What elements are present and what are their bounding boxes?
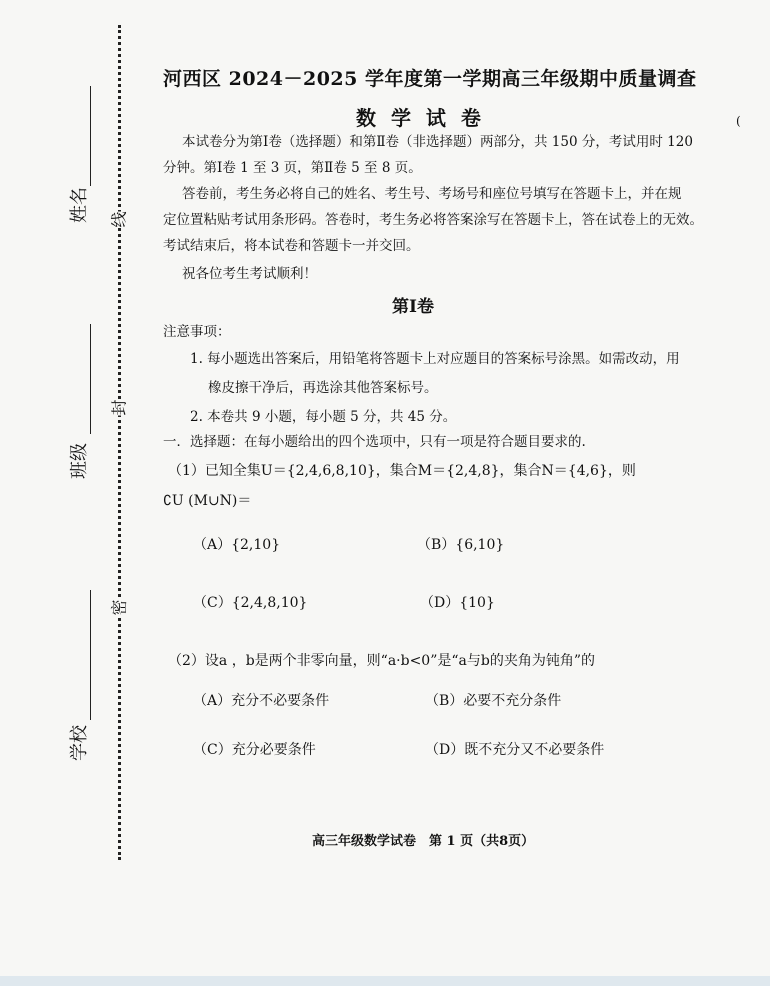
subject-title: 数 学 试 卷 [356, 106, 485, 130]
margin-mark: ( [736, 114, 741, 128]
exam-title: 河西区 2024－2025 学年度第一学期高三年级期中质量调查 [163, 68, 697, 90]
q2-option-c: （C）充分必要条件 [193, 742, 316, 758]
class-underline [90, 324, 91, 434]
q2-stem: （2）设a ，b是两个非零向量，则“a·b<0”是“a与b的夹角为钝角”的 [168, 653, 595, 669]
class-label: 班级 [69, 443, 90, 479]
binding-dotted-line [118, 25, 121, 860]
q1-option-d: （D）{10} [420, 595, 495, 611]
page-footer: 高三年级数学试卷 第 1 页（共8页） [312, 834, 535, 849]
intro-line-3: 答卷前，考生务必将自己的姓名、考生号、考场号和座位号填写在答题卡上，并在规 [182, 186, 682, 202]
notice-2: 2. 本卷共 9 小题，每小题 5 分，共 45 分。 [190, 409, 457, 425]
name-underline [90, 86, 91, 186]
intro-line-2: 分钟。第Ⅰ卷 1 至 3 页，第Ⅱ卷 5 至 8 页。 [163, 160, 422, 176]
q2-option-b: （B）必要不充分条件 [425, 693, 562, 709]
notice-title: 注意事项： [163, 324, 231, 340]
bottom-strip [0, 976, 770, 986]
part-title: 一．选择题：在每小题给出的四个选项中，只有一项是符合题目要求的. [163, 434, 586, 450]
q1-stem-line1: （1）已知全集U＝{2,4,6,8,10}，集合M＝{2,4,8}，集合N＝{4,6}，则 [168, 463, 636, 479]
intro-line-4: 定位置粘贴考试用条形码。答卷时，考生务必将答案涂写在答题卡上，答在试卷上的无效。 [163, 212, 703, 228]
q1-option-b: （B）{6,10} [417, 537, 505, 553]
notice-1b: 橡皮擦干净后，再选涂其他答案标号。 [208, 380, 438, 396]
school-underline [90, 590, 91, 720]
intro-line-5: 考试结束后，将本试卷和答题卡一并交回。 [163, 238, 420, 254]
binding-char-line: 线 [107, 211, 130, 227]
school-label: 学校 [69, 725, 90, 761]
q1-option-a: （A）{2,10} [193, 537, 281, 553]
q1-option-c: （C）{2,4,8,10} [193, 595, 308, 611]
q1-stem-line2: ∁U (M∪N)＝ [163, 493, 252, 509]
wish-text: 祝各位考生考试顺利！ [182, 266, 317, 282]
section-heading: 第Ⅰ卷 [392, 297, 434, 317]
name-label: 姓名 [69, 187, 90, 223]
notice-1a: 1. 每小题选出答案后，用铅笔将答题卡上对应题目的答案标号涂黑。如需改动，用 [190, 351, 680, 367]
q2-option-d: （D）既不充分又不必要条件 [425, 742, 605, 758]
binding-char-seal: 封 [107, 399, 130, 415]
binding-char-close: 密 [107, 599, 130, 615]
q2-option-a: （A）充分不必要条件 [193, 693, 330, 709]
intro-line-1: 本试卷分为第Ⅰ卷（选择题）和第Ⅱ卷（非选择题）两部分，共 150 分，考试用时 120 [182, 134, 693, 150]
